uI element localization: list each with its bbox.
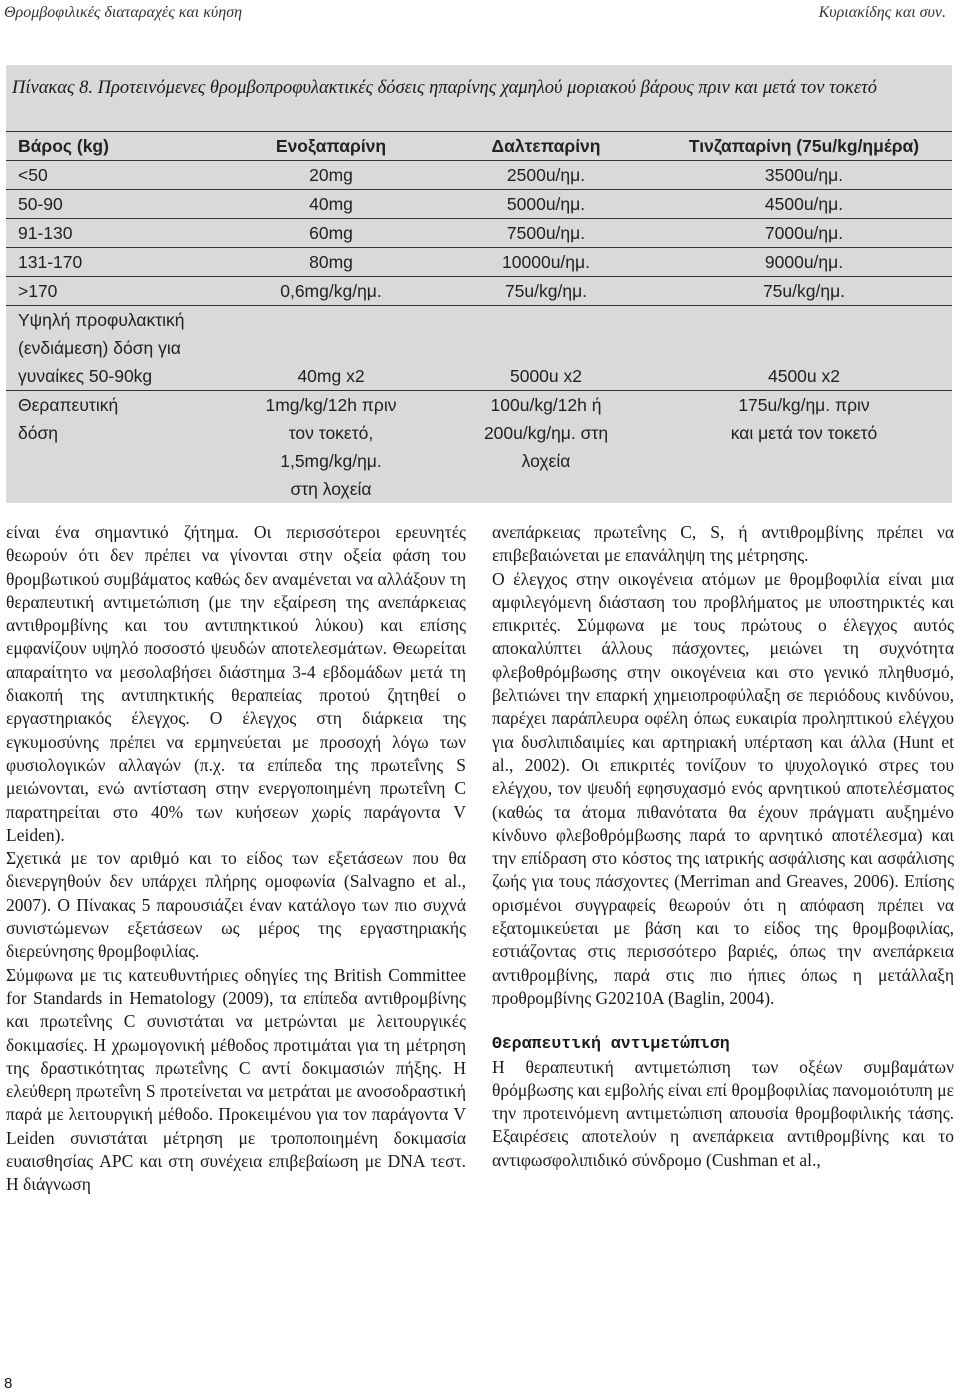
table-cell-line: 75u/kg/ημ. — [504, 281, 588, 301]
table-cell-line: 100u/kg/12h ή — [490, 395, 602, 415]
table-row — [6, 161, 952, 190]
table-cell-line — [436, 334, 656, 362]
table-cell — [656, 306, 952, 391]
table-cell-line: 5000u x2 — [509, 366, 582, 386]
table-cell-line: Υψηλή προφυλακτική — [18, 310, 185, 330]
table-cell — [226, 161, 436, 190]
table-cell-line: 3500u/ημ. — [764, 165, 844, 185]
table-cell — [226, 277, 436, 306]
table-cell-line: 4500u x2 — [767, 366, 840, 386]
table-row — [6, 391, 952, 504]
right-column — [492, 521, 954, 1172]
table-cell-line — [226, 334, 436, 362]
dose-table — [6, 131, 952, 503]
section-heading: Θεραπευτική αντιμετώπιση — [492, 1034, 730, 1054]
table-cell — [656, 277, 952, 306]
left-paragraph: Σύμφωνα με τις κατευθυντήριες οδηγίες της British Committee for Standards in Hematology (2009), τα επίπεδα αντιθρομβίνης και πρωτεΐνης C συνιστάται να μετρώνται με λειτουργικές δοκιμασίες. Η χρωμογονική μέθοδος προτιμάται για τη μέτρηση της δραστικότητας πρωτεΐνης C αντί δοκιμασιών πήξης. Η ελεύθερη πρωτεΐνη S προτείνεται να μετράται με ανοσοδραστική παρά με λειτουργική μέθοδο. Προκειμένου για τον παράγοντα V Leiden συνιστάται μέτρηση με τροποποιημένη δοκιμασία ευαισθησίας APC και στη συνέχεια επιβεβαίωση με DNA τεστ. Η διάγνωση — [6, 964, 466, 1195]
table-cell-line: λοχεία — [521, 451, 571, 471]
table-cell-line — [656, 334, 952, 362]
table-cell — [656, 391, 952, 504]
header-dalteparin: Δαλτεπαρίνη — [436, 132, 656, 161]
table-cell-line: <50 — [18, 165, 48, 185]
table-cell-line: 80mg — [309, 252, 353, 272]
table-cell-line: 40mg — [309, 194, 353, 214]
table-cell-line: 40mg x2 — [297, 366, 365, 386]
left-column — [6, 521, 466, 1197]
table-cell-line: 1,5mg/kg/ημ. — [280, 451, 382, 471]
table-caption-text: Προτεινόμενες θρομβοπροφυλακτικές δόσεις ηπαρίνης χαμηλού μοριακού βάρους πριν και μετά τον τοκετό — [93, 78, 877, 98]
table-cell-line: 4500u/ημ. — [764, 194, 844, 214]
table-cell-line: 20mg — [309, 165, 353, 185]
table-cell-line: 60mg — [309, 223, 353, 243]
table-cell-line: 9000u/ημ. — [764, 252, 844, 272]
page-number: 8 — [4, 1375, 13, 1392]
table-cell-line: στη λοχεία — [290, 479, 372, 499]
table-cell-line: 175u/kg/ημ. πριν — [738, 395, 870, 415]
table-cell — [656, 190, 952, 219]
table-cell-line: 1mg/kg/12h πριν — [265, 395, 397, 415]
table-cell-line: 7500u/ημ. — [506, 223, 586, 243]
table-cell — [436, 391, 656, 504]
header-weight: Βάρος (kg) — [6, 132, 226, 161]
table-cell-line: γυναίκες 50-90kg — [18, 366, 153, 386]
table-cell — [6, 277, 226, 306]
left-paragraph: είναι ένα σημαντικό ζήτημα. Οι περισσότεροι ερευνητές θεωρούν ότι δεν πρέπει να γίνονται στην οξεία φάση του θρομβωτικού συμβάματος καθώς δεν αναμένεται να αλλάξουν τη θεραπευτική αντιμετώπιση (με την εξαίρεση της ανεπάρκειας αντιθρομβίνης και του αντιπηκτικού λύκου) και επίσης εμφανίζουν υψηλό ποσοστό ψευδών αποτελεσμάτων. Θεωρείται απαραίτητο να μεσολαβήσει διάστημα 3-4 εβδομάδων μετά τη διακοπή της αντιπηκτικής θεραπείας προτού ζητηθεί ο εργαστηριακός έλεγχος. Ο έλεγχος στη διάρκεια της εγκυμοσύνης πρέπει να ερμηνεύεται με προσοχή λόγω των φυσιολογικών αλλαγών (π.χ. τα επίπεδα της πρωτεΐνης S μειώνονται, ενώ αντίσταση στην ενεργοποιημένη πρωτεΐνη C παρατηρείται στο 40% των κυήσεων χωρίς παράγοντα V Leiden). — [6, 522, 466, 845]
table-cell-line — [436, 306, 656, 334]
header-tinzaparin: Τινζαπαρίνη (75u/kg/ημέρα) — [656, 132, 952, 161]
right-paragraph: Ο έλεγχος στην οικογένεια ατόμων με θρομβοφιλία είναι μια αμφιλεγόμενη διάσταση του προβλήματος με υποστηρικτές και επικριτές. Σύμφωνα με τους πρώτους ο έλεγχος αυτός αποκαλύπτει άλλους πάσχοντες, μειώνει τη συχνότητα φλεβοθρόμβωσης στην οικογένεια και στο γενικό πληθυσμό, βελτιώνει την επαρκή χημειοπροφύλαξη σε περιόδους κινδύνου, παρέχει παράπλευρα οφέλη όπως ευκαιρία προληπτικού ελέγχου για δυσλιπιδαιμίες και αρτηριακή υπέρταση και άλλα (Hunt et al., 2002). Οι επικριτές τονίζουν το ψυχολογικό στρες του ελέγχου, τον ψευδή εφησυχασμό ενός αρνητικού αποτελέσματος (καθώς τα άτομα πιθανότατα θα έχουν πράγματι αυξημένο κίνδυνο φλεβοθρόμβωσης παρά το αρνητικό αποτέλεσμα) και την επίδραση στο κόστος της ιατρικής ασφάλισης και ασφάλισης ζωής για τους πάσχοντες (Merriman and Greaves, 2006). Επίσης ορισμένοι συγγραφείς θεωρούν ότι η απόφαση πρέπει να εξατομικεύεται με βάση και το είδος της θρομβοφιλίας, εστιάζοντας στις περισσότερο βαριές, όπως την ανεπάρκεια αντιθρομβίνης, παρά στις πιο ήπιες όπως η μετάλλαξη προθρομβίνης G20210A (Baglin, 2004). — [492, 568, 954, 1008]
right-paragraph: ανεπάρκειας πρωτεΐνης C, S, ή αντιθρομβίνης πρέπει να επιβεβαιώνεται με επανάληψη της μέτρησης. — [492, 522, 954, 566]
left-paragraph: Σχετικά με τον αριθμό και το είδος των εξετάσεων που θα διενεργηθούν δεν υπάρχει πλήρης ομοφωνία (Salvagno et al., 2007). Ο Πίνακας 5 παρουσιάζει έναν κατάλογο των πιο συχνά συνιστώμενων εξετάσεων ως μέρος της εργαστηριακής διερεύνησης θρομβοφιλίας. — [6, 848, 466, 962]
table-cell — [6, 190, 226, 219]
table-header-row — [6, 132, 952, 161]
table-cell-line: δόση — [18, 423, 59, 443]
table-row — [6, 219, 952, 248]
table-cell — [226, 219, 436, 248]
table-cell-line: 50-90 — [18, 194, 63, 214]
table-cell-line: 75u/kg/ημ. — [762, 281, 846, 301]
table-cell-line: (ενδιάμεση) δόση για — [18, 338, 181, 358]
table-cell — [6, 219, 226, 248]
table-cell — [436, 161, 656, 190]
table-cell-line: 10000u/ημ. — [502, 252, 590, 272]
table-cell-line: 2500u/ημ. — [506, 165, 586, 185]
table-body — [6, 161, 952, 504]
running-header-title: Θρομβοφιλικές διαταραχές και κύηση — [4, 4, 243, 21]
table-cell-line: τον τοκετό, — [288, 423, 374, 443]
table-row — [6, 306, 952, 391]
header-enoxaparin: Ενοξαπαρίνη — [226, 132, 436, 161]
right-column-paragraphs — [492, 521, 954, 1010]
table-cell — [436, 306, 656, 391]
table-cell — [6, 391, 226, 504]
table-row — [6, 190, 952, 219]
table-cell — [656, 248, 952, 277]
table-row — [6, 248, 952, 277]
table-cell — [6, 248, 226, 277]
table-cell-line: 5000u/ημ. — [506, 194, 586, 214]
table-caption — [12, 77, 942, 100]
section-paragraph: Η θεραπευτική αντιμετώπιση των οξέων συμβαμάτων θρόμβωσης και εμβολής είναι επί θρομβοφιλίας πανομοιότυπη με την προτεινόμενη αντιμετώπιση απουσία θρομβοφιλικής τάσης. Εξαιρέσεις αποτελούν η ανεπάρκεια αντιθρομβίνης και το αντιφωσφολιπιδικό σύνδρομο (Cushman et al., — [492, 1056, 954, 1170]
running-header-authors: Κυριακίδης και συν. — [818, 4, 946, 21]
table-cell-line: 0,6mg/kg/ημ. — [280, 281, 382, 301]
table-cell — [6, 306, 226, 391]
table-cell — [226, 391, 436, 504]
table-cell — [6, 161, 226, 190]
table-cell — [226, 248, 436, 277]
table-cell — [436, 248, 656, 277]
table-cell-line — [656, 306, 952, 334]
table-cell — [436, 219, 656, 248]
table-cell-line: και μετά τον τοκετό — [730, 423, 878, 443]
table-cell-line: Θεραπευτική — [18, 395, 119, 415]
table-row — [6, 277, 952, 306]
table-cell-line: 200u/kg/ημ. στη — [483, 423, 609, 443]
table-cell-line: 91-130 — [18, 223, 73, 243]
table-cell — [226, 190, 436, 219]
table-cell-line: 131-170 — [18, 252, 83, 272]
table-cell-line: >170 — [18, 281, 58, 301]
table-cell — [436, 190, 656, 219]
table-cell — [656, 161, 952, 190]
table-cell — [656, 219, 952, 248]
table-cell — [226, 306, 436, 391]
table-caption-label: Πίνακας 8. — [12, 78, 94, 98]
table-cell-line — [226, 306, 436, 334]
table-cell-line: 7000u/ημ. — [764, 223, 844, 243]
table-cell — [436, 277, 656, 306]
